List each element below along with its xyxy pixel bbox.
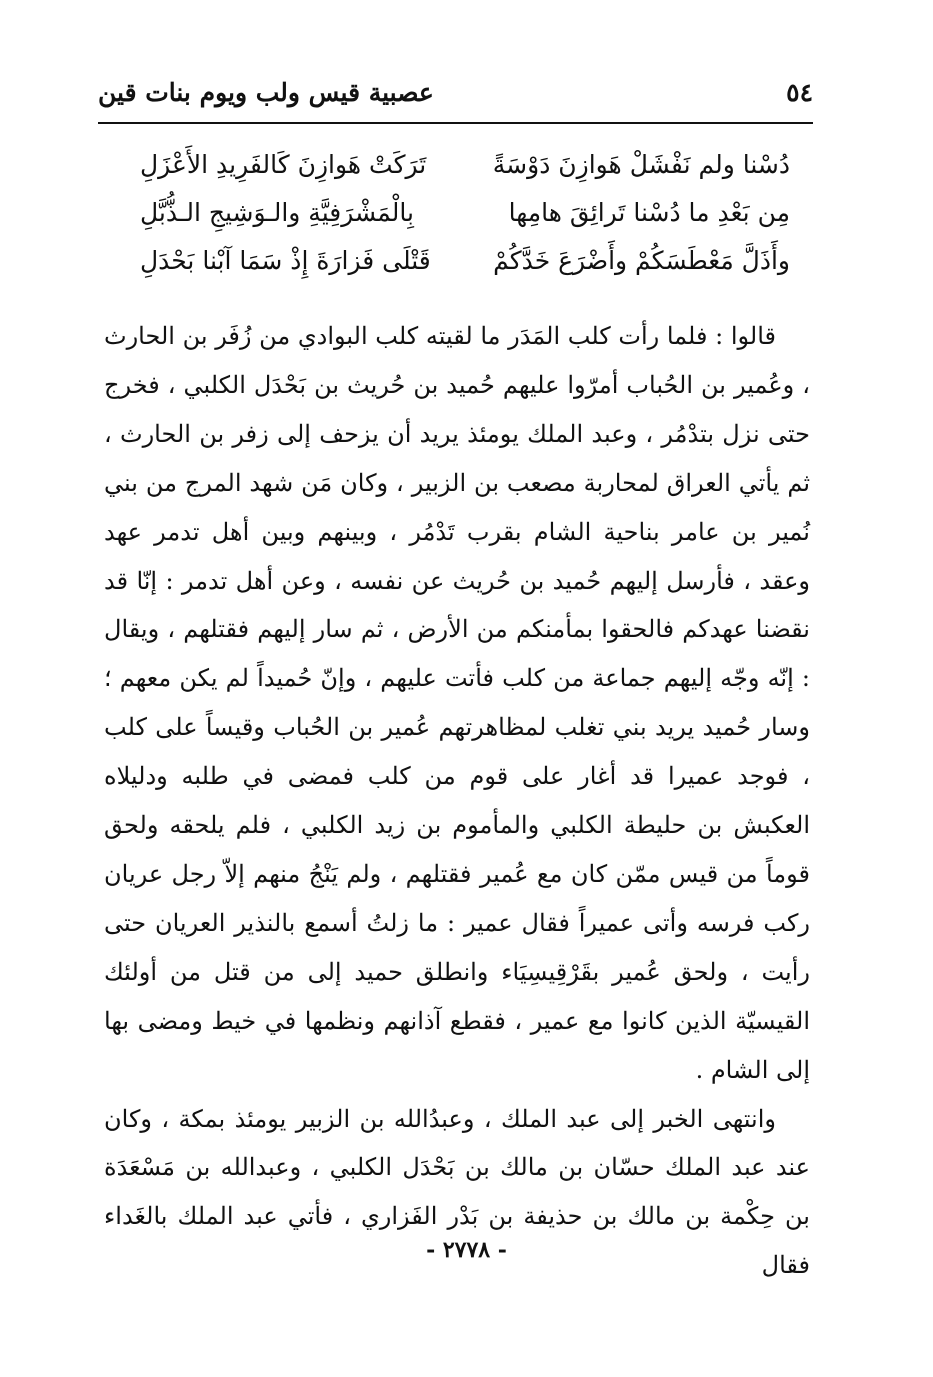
verse-second-hemistich: قَتْلَى فَزارَةَ إِذْ سَمَا آبْنا بَحْدَلِ (140, 246, 431, 275)
page-number: ٥٤ (786, 78, 813, 107)
paragraph: وانتهى الخبر إلى عبد الملك ، وعبدُالله بن الزبير يومئذ بمكة ، وكان عند عبد الملك حسّان بن مالك بن بَحْدَل الكلبي ، وعبدالله بن مَسْعَدَة بن حِكْمة بن مالك بن حذيفة بن بَدْر الفَزاري ، فأتي عبد الملك بالغَداء فقال (104, 1104, 810, 1280)
verse-first-hemistich: مِن بَعْدِ ما دُسْنا تَرائِقَ هامِها (508, 198, 790, 227)
verse-first-hemistich: وأَذَلَّ مَعْطَسَكُمْ وأَضْرَعَ خَدَّكُمْ (493, 246, 790, 275)
verse-second-hemistich: تَرَكَتْ هَوازِنَ كَالفَرِيدِ الأَعْزَلِ (140, 150, 427, 179)
poem-verse (140, 246, 790, 294)
page-header (98, 72, 813, 124)
verse-second-hemistich: بِالْمَشْرَفِيَّةِ والـوَشِيجِ الـذُّبَّلِ (140, 198, 414, 227)
prose-body (104, 312, 810, 1290)
folio-number: - ٢٧٧٨ - (426, 1237, 507, 1263)
poem-verse (140, 198, 790, 246)
poem (140, 150, 790, 294)
running-title: عصبية قيس ولب ويوم بنات قين (98, 78, 434, 107)
poem-verse (140, 150, 790, 198)
paragraph: قالوا : فلما رأت كلب المَدَر ما لقيته كلب البوادي من زُفَر بن الحارث ، وعُمير بن الحُباب أمرّوا عليهم حُميد بن حُريث بن بَحْدَل الكلبي ، فخرج حتى نزل بتدْمُر ، وعبد الملك يومئذ يريد أن يزحف إلى زفر بن الحارث ، ثم يأتي العراق لمحاربة مصعب بن الزبير ، وكان مَن شهد المرج من بني نُمير بن عامر بناحية الشام بقرب تَدْمُر ، وبينهم وبين أهل تدمر عهد وعقد ، فأرسل إليهم حُميد بن حُريث عن نفسه ، وعن أهل تدمر : إنّا قد نقضنا عهدكم فالحقوا بمأمنكم من الأرض ، ثم سار إليهم فقتلهم ، ويقال : إنّه وجّه إليهم جماعة من كلب فأتت عليهم ، وإنّ حُميداً لم يكن معهم ؛ وسار حُميد يريد بني تغلب لمظاهرتهم عُمير بن الحُباب وقيساً على كلب ، فوجد عميرا قد أغار على قوم من كلب فمضى في طلبه ودليلاه العكبش بن حليطة الكلبي والمأموم بن زيد الكلبي ، فلم يلحقه ولحق قوماً من قيس ممّن كان مع عُمير فقتلهم ، ولم يَنْجُ منهم إلاّ رجل عريان ركب فرسه وأتى عميراً فقال عمير : ما زلتُ أسمع بالنذير العريان حتى رأيت ، ولحق عُمير بقَرْقِيسِيَاء وانطلق حميد إلى من قتل من أولئك القيسيّة الذين كانوا مع عمير ، فقطع آذانهم ونظمها في خيط ومضى بها إلى الشام . (104, 322, 810, 1084)
verse-first-hemistich: دُسْنا ولم نَفْشَلْ هَوازِنَ دَوْسَةً (492, 150, 790, 179)
